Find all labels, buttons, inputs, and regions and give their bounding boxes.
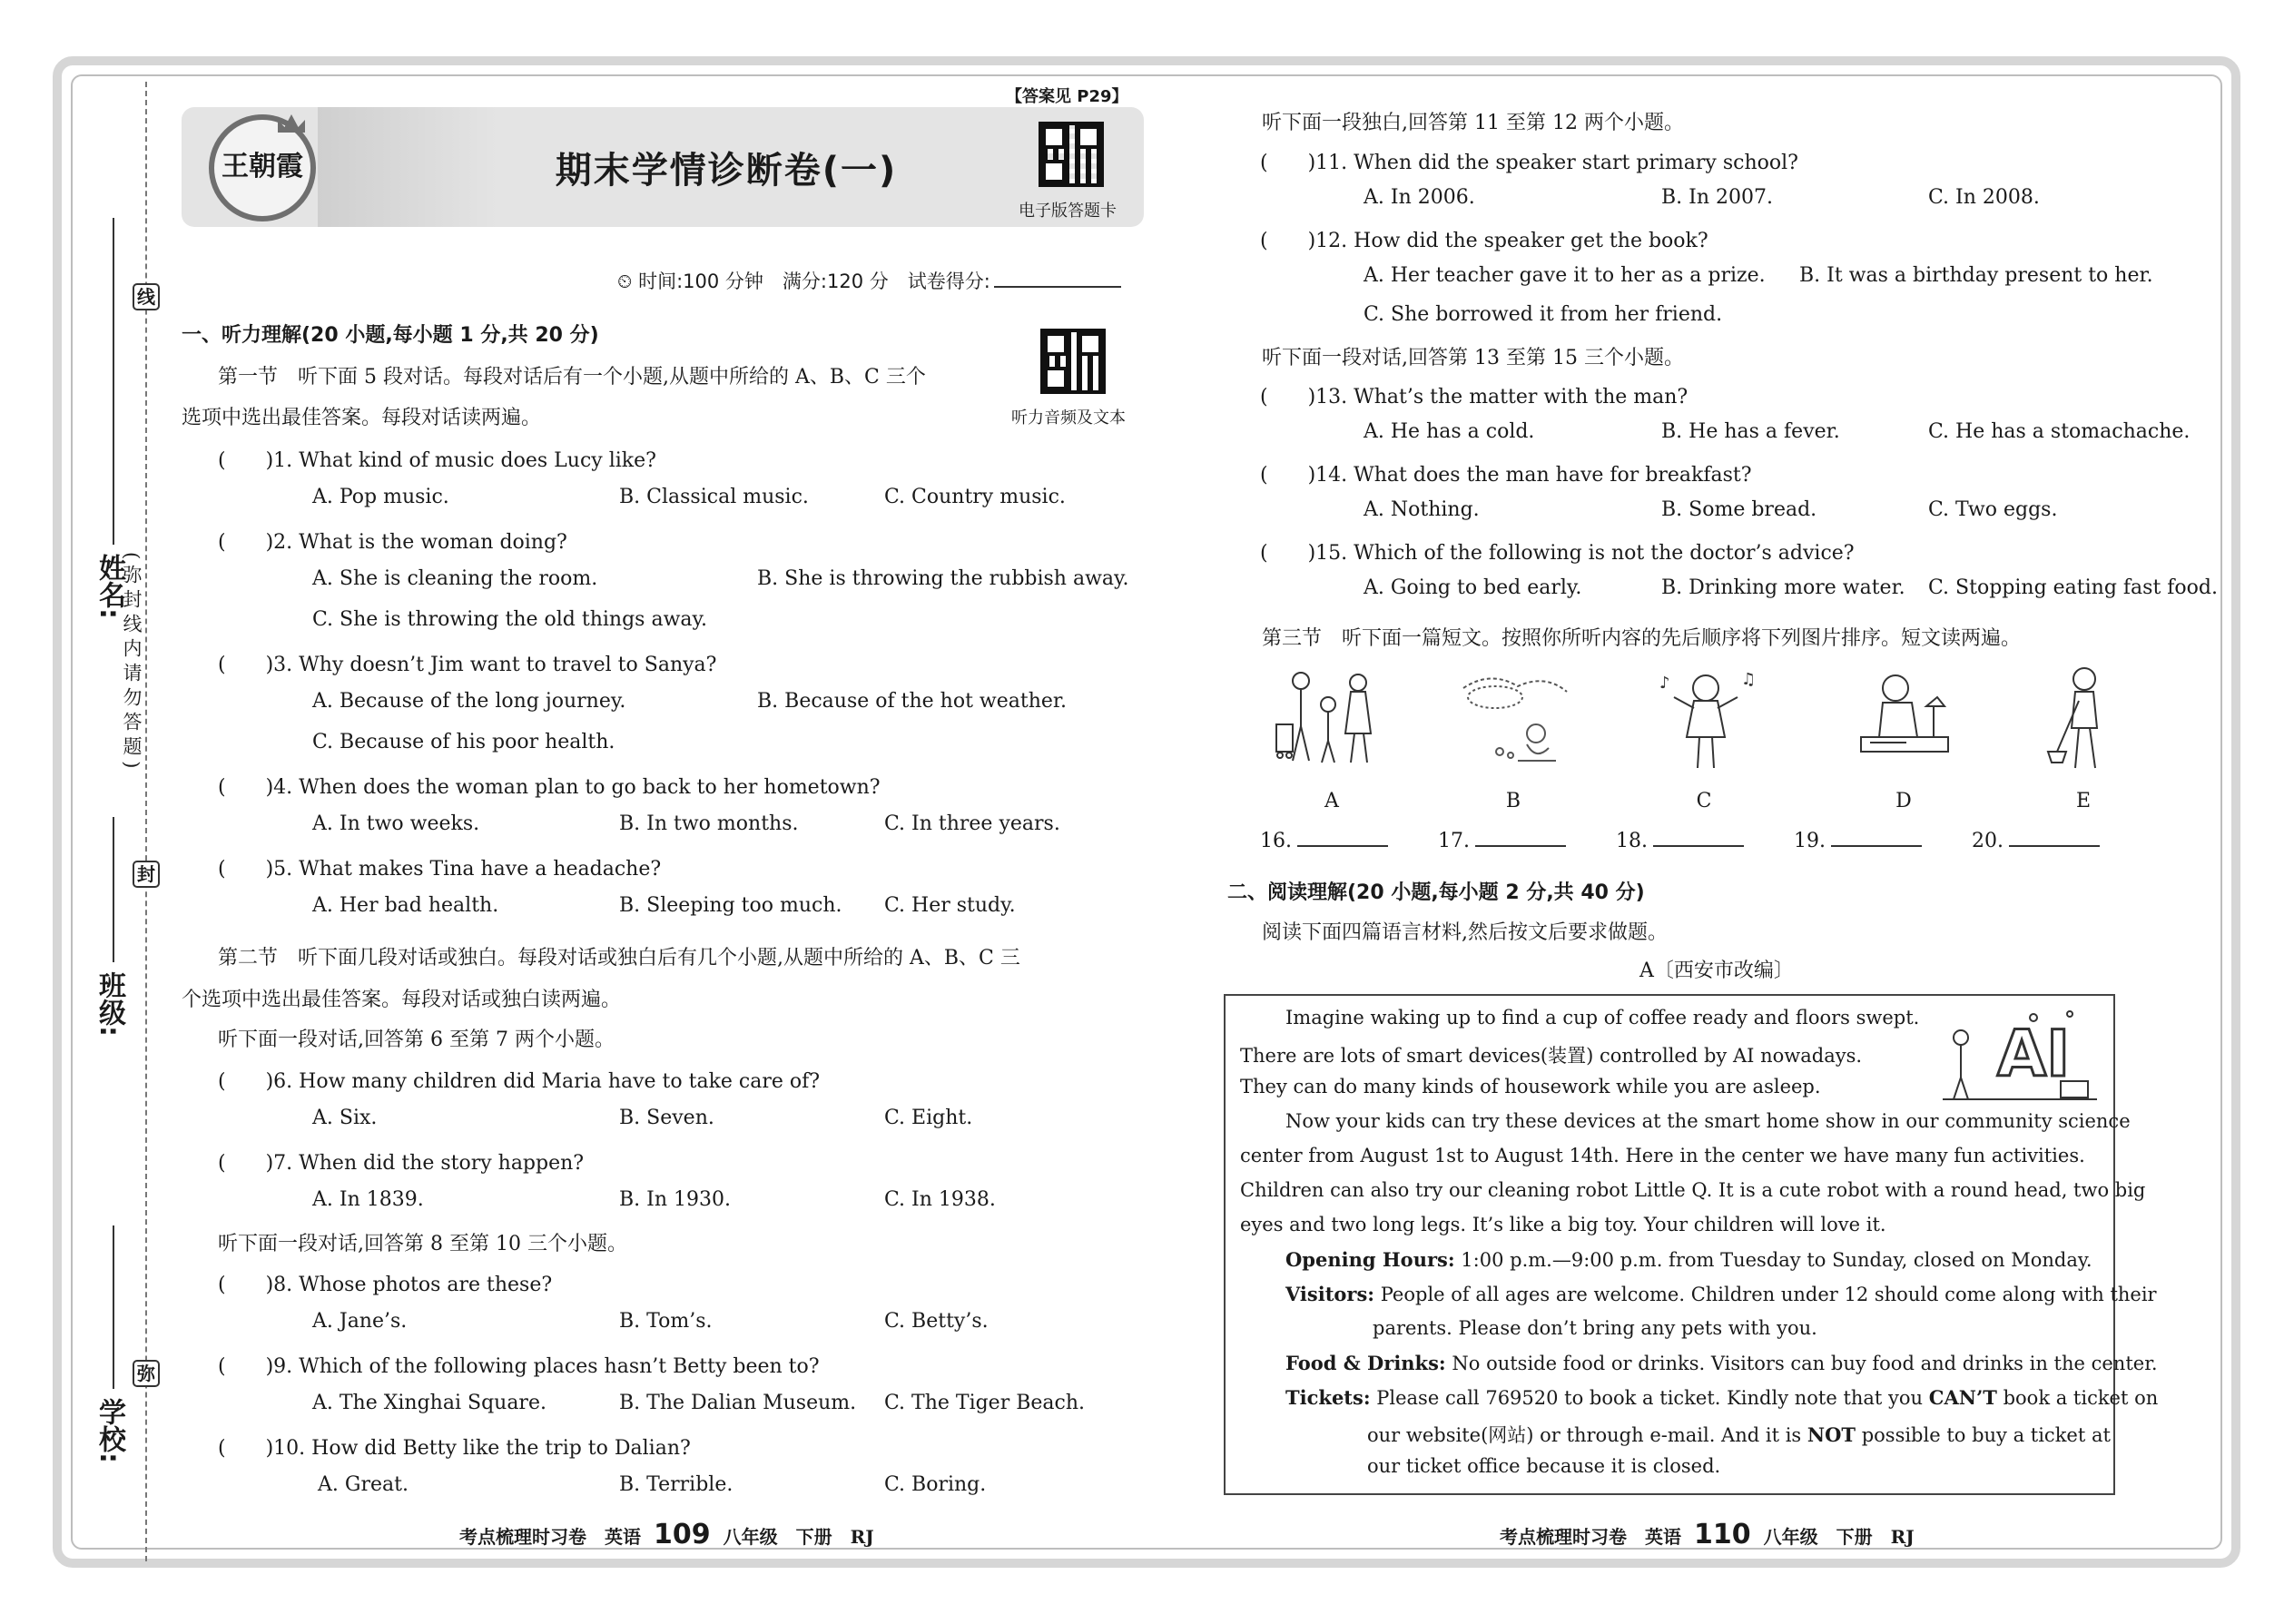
question-14: ( )14. What does the man have for breakfast?: [1260, 464, 1752, 487]
q7-option-c: C. In 1938.: [884, 1188, 996, 1211]
passage-a-title: A〔西安市改编〕: [1639, 960, 1794, 982]
group-11-12-instruction: 听下面一段独白,回答第 11 至第 12 两个小题。: [1262, 112, 1684, 134]
q2-option-a: A. She is cleaning the room.: [312, 567, 598, 590]
q10-option-b: B. Terrible.: [619, 1473, 733, 1496]
question-4: ( )4. When does the woman plan to go back to her hometown?: [218, 776, 881, 799]
passage-line-6: Children can also try our cleaning robot Little Q. It is a cute robot with a round head, two big: [1240, 1179, 2146, 1201]
q9-option-c: C. The Tiger Beach.: [884, 1392, 1085, 1414]
q8-option-a: A. Jane’s.: [312, 1310, 408, 1333]
answer-blank-18[interactable]: 18.: [1616, 830, 1744, 852]
q3-option-b: B. Because of the hot weather.: [757, 690, 1067, 713]
passage-line-5: center from August 1st to August 14th. Here in the center we have many fun activities.: [1240, 1145, 2085, 1166]
q7-option-a: A. In 1839.: [312, 1188, 424, 1211]
question-9: ( )9. Which of the following places hasn’t Betty been to?: [218, 1355, 820, 1378]
page-number-left: 109: [654, 1519, 711, 1550]
picture-c-girl-singing: [1647, 661, 1765, 779]
q9-option-a: A. The Xinghai Square.: [312, 1392, 546, 1414]
footer-left: 考点梳理时习卷 英语 109 八年级 下册 RJ: [459, 1519, 874, 1550]
tickets-line-2: our website(网站) or through e-mail. And it is NOT possible to buy a ticket at: [1367, 1423, 2111, 1446]
q14-option-a: A. Nothing.: [1364, 498, 1480, 521]
picture-label-d: D: [1895, 790, 1912, 812]
class-label: 班级:: [94, 971, 125, 1037]
title-banner: [182, 107, 1144, 227]
group-8-10-instruction: 听下面一段对话,回答第 8 至第 10 三个小题。: [218, 1233, 627, 1255]
part2-instruction-1: 第二节 听下面几段对话或独白。每段对话或独白后有几个小题,从题中所给的 A、B、C 三: [218, 947, 1020, 969]
q12-option-a: A. Her teacher gave it to her as a prize.: [1364, 264, 1766, 287]
q12-option-c: C. She borrowed it from her friend.: [1364, 303, 1723, 326]
qr-code-icon[interactable]: [1039, 122, 1104, 187]
q8-option-c: C. Betty’s.: [884, 1310, 989, 1333]
q14-option-c: C. Two eggs.: [1928, 498, 2058, 521]
binding-sidebar: [82, 73, 163, 1561]
question-11: ( )11. When did the speaker start primary school?: [1260, 152, 1798, 174]
school-field[interactable]: [89, 1398, 129, 1463]
ai-art-text: AI: [1997, 1017, 2071, 1091]
q15-option-a: A. Going to bed early.: [1364, 576, 1582, 599]
q10-option-a: A. Great.: [318, 1473, 409, 1496]
clock-icon: ⏲: [617, 271, 633, 292]
ai-robot-illustration: [1934, 1005, 2106, 1105]
banner-stripe: [318, 107, 499, 227]
passage-line-1: Imagine waking up to find a cup of coffee ready and floors swept.: [1285, 1007, 1920, 1029]
q7-option-b: B. In 1930.: [619, 1188, 731, 1211]
opening-hours: Opening Hours: 1:00 p.m.—9:00 p.m. from Tuesday to Sunday, closed on Monday.: [1285, 1248, 2092, 1271]
q14-option-b: B. Some bread.: [1661, 498, 1817, 521]
qr-caption-card: 电子版答题卡: [1019, 202, 1117, 221]
part1-instruction-2: 选项中选出最佳答案。每段对话读两遍。: [182, 407, 542, 429]
name-label: 姓名:: [94, 554, 125, 619]
question-8: ( )8. Whose photos are these?: [218, 1274, 553, 1296]
qr-caption-audio: 听力音频及文本: [1011, 408, 1126, 428]
part2-instruction-2: 个选项中选出最佳答案。每段对话或独白读两遍。: [182, 989, 622, 1011]
q6-option-b: B. Seven.: [619, 1107, 714, 1129]
svg-text:♫: ♫: [1741, 670, 1757, 689]
q4-option-c: C. In three years.: [884, 812, 1060, 835]
question-10: ( )10. How did Betty like the trip to Dalian?: [218, 1437, 691, 1460]
picture-label-e: E: [2075, 790, 2092, 812]
q13-option-c: C. He has a stomachache.: [1928, 420, 2191, 443]
food-drinks: Food & Drinks: No outside food or drinks. Visitors can buy food and drinks in the center.: [1285, 1352, 2158, 1374]
question-2: ( )2. What is the woman doing?: [218, 531, 567, 554]
answer-blank-17[interactable]: 17.: [1438, 830, 1566, 852]
picture-a-travel-family: [1269, 661, 1387, 779]
mark-seal: 封: [133, 861, 160, 888]
answer-reference: 【答案见 P29】: [1006, 87, 1128, 106]
school-label: 学校:: [94, 1398, 125, 1463]
visitors-line-1: Visitors: People of all ages are welcome. Children under 12 should come along with their: [1285, 1283, 2157, 1305]
qr-audio-icon[interactable]: [1040, 329, 1106, 394]
q5-option-b: B. Sleeping too much.: [619, 894, 842, 917]
picture-label-b: B: [1505, 790, 1521, 812]
q2-option-b: B. She is throwing the rubbish away.: [757, 567, 1129, 590]
question-3: ( )3. Why doesn’t Jim want to travel to Sanya?: [218, 654, 717, 676]
group-6-7-instruction: 听下面一段对话,回答第 6 至第 7 两个小题。: [218, 1029, 615, 1051]
page-title: 期末学情诊断卷(一): [555, 150, 898, 192]
class-write-line: [113, 817, 114, 962]
question-12: ( )12. How did the speaker get the book?: [1260, 230, 1708, 252]
q13-option-b: B. He has a fever.: [1661, 420, 1840, 443]
picture-b-boy-sleeping: [1454, 661, 1572, 779]
exam-meta: [617, 267, 1121, 294]
seal-notice: (弥封线内请勿答题): [121, 552, 143, 774]
q5-option-c: C. Her study.: [884, 894, 1016, 917]
logo-text: 王朝霞: [222, 151, 303, 182]
q11-option-b: B. In 2007.: [1661, 186, 1773, 209]
publisher-logo: [209, 114, 316, 221]
q15-option-b: B. Drinking more water.: [1661, 576, 1905, 599]
question-1: ( )1. What kind of music does Lucy like?: [218, 449, 656, 472]
q1-option-b: B. Classical music.: [619, 486, 809, 508]
q10-option-c: C. Boring.: [884, 1473, 987, 1496]
q11-option-a: A. In 2006.: [1364, 186, 1475, 209]
mark-line: 线: [133, 283, 160, 310]
question-5: ( )5. What makes Tina have a headache?: [218, 858, 662, 881]
page-number-right: 110: [1694, 1519, 1751, 1550]
class-field[interactable]: [89, 971, 129, 1037]
school-write-line: [113, 1225, 114, 1389]
picture-label-c: C: [1696, 790, 1712, 812]
q13-option-a: A. He has a cold.: [1364, 420, 1535, 443]
crown-icon: [278, 114, 305, 133]
q6-option-c: C. Eight.: [884, 1107, 973, 1129]
question-6: ( )6. How many children did Maria have to take care of?: [218, 1070, 821, 1093]
answer-blank-19[interactable]: 19.: [1794, 830, 1922, 852]
q3-option-a: A. Because of the long journey.: [312, 690, 626, 713]
picture-d-boy-studying: [1843, 661, 1961, 779]
question-7: ( )7. When did the story happen?: [218, 1152, 585, 1175]
q11-option-c: C. In 2008.: [1928, 186, 2040, 209]
q1-option-c: C. Country music.: [884, 486, 1066, 508]
section-reading-title: 二、阅读理解(20 小题,每小题 2 分,共 40 分): [1227, 881, 1645, 904]
passage-line-4: Now your kids can try these devices at the smart home show in our community science: [1285, 1110, 2131, 1132]
exam-meta-text: 时间:100 分钟 满分:120 分 试卷得分:: [638, 271, 990, 292]
q3-option-c: C. Because of his poor health.: [312, 731, 615, 753]
passage-a-box: [1224, 994, 2159, 1495]
q2-option-c: C. She is throwing the old things away.: [312, 608, 708, 631]
passage-line-7: eyes and two long legs. It’s like a big toy. Your children will love it.: [1240, 1214, 1886, 1235]
question-13: ( )13. What’s the matter with the man?: [1260, 386, 1689, 408]
q6-option-a: A. Six.: [312, 1107, 378, 1129]
reading-intro: 阅读下面四篇语言材料,然后按文后要求做题。: [1262, 921, 1668, 944]
answer-blank-16[interactable]: 16.: [1260, 830, 1388, 852]
q12-option-b: B. It was a birthday present to her.: [1799, 264, 2153, 287]
section-listening-title: 一、听力理解(20 小题,每小题 1 分,共 20 分): [182, 324, 599, 347]
score-blank[interactable]: [994, 286, 1121, 288]
mark-mi: 弥: [133, 1360, 160, 1387]
svg-text:♪: ♪: [1659, 674, 1670, 693]
tickets-line-1: Tickets: Please call 769520 to book a ticket. Kindly note that you CAN’T book a ticket on: [1285, 1386, 2159, 1409]
q4-option-a: A. In two weeks.: [312, 812, 480, 835]
q4-option-b: B. In two months.: [619, 812, 799, 835]
visitors-line-2: parents. Please don’t bring any pets with you.: [1373, 1317, 1817, 1339]
tickets-line-3: our ticket office because it is closed.: [1367, 1455, 1721, 1477]
part3-instruction: 第三节 听下面一篇短文。按照你所听内容的先后顺序将下列图片排序。短文读两遍。: [1262, 627, 2022, 650]
part1-instruction-1: 第一节 听下面 5 段对话。每段对话后有一个小题,从题中所给的 A、B、C 三个: [218, 366, 926, 389]
passage-line-2: There are lots of smart devices(装置) controlled by AI nowadays.: [1240, 1045, 1863, 1067]
footer-right: 考点梳理时习卷 英语 110 八年级 下册 RJ: [1500, 1519, 1915, 1550]
group-13-15-instruction: 听下面一段对话,回答第 13 至第 15 三个小题。: [1262, 347, 1684, 369]
q1-option-a: A. Pop music.: [312, 486, 449, 508]
q8-option-b: B. Tom’s.: [619, 1310, 713, 1333]
q15-option-c: C. Stopping eating fast food.: [1928, 576, 2218, 599]
q9-option-b: B. The Dalian Museum.: [619, 1392, 857, 1414]
picture-label-a: A: [1324, 790, 1339, 812]
answer-blank-20[interactable]: 20.: [1972, 830, 2100, 852]
picture-e-boy-sweeping: [2024, 661, 2142, 779]
passage-line-3: They can do many kinds of housework while you are asleep.: [1240, 1076, 1821, 1097]
q5-option-a: A. Her bad health.: [312, 894, 499, 917]
name-write-line: [113, 218, 114, 545]
question-15: ( )15. Which of the following is not the doctor’s advice?: [1260, 542, 1855, 565]
